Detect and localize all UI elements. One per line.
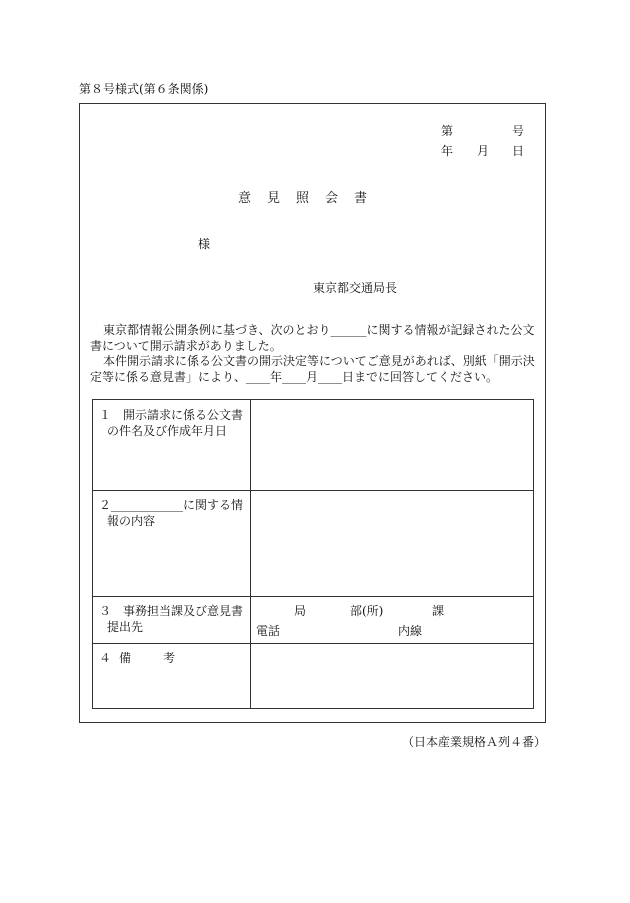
- date-day: 日: [512, 144, 525, 158]
- row2-label-line2: 報の内容: [107, 514, 156, 528]
- row4-label-char-b: 考: [163, 651, 176, 665]
- row3-department: 部(所): [350, 604, 384, 618]
- row3-label-line1: ３ 事務担当課及び意見書: [99, 604, 244, 618]
- row-divider: [93, 643, 533, 644]
- row-divider: [93, 596, 533, 597]
- title-char: 見: [267, 191, 281, 206]
- row1-label-line1: １ 開示請求に係る公文書: [99, 408, 244, 422]
- row4-label-number: ４: [99, 651, 112, 665]
- column-divider: [250, 400, 251, 708]
- row3-phone: 電話: [256, 624, 281, 638]
- row1-value-cell[interactable]: [253, 404, 531, 486]
- body-line-2: 書について開示請求がありました。: [90, 339, 282, 353]
- body-line-1: 東京都情報公開条例に基づき、次のとおり______に関する情報が記録された公文: [103, 323, 535, 337]
- inquiry-table: [92, 399, 534, 709]
- row2-label-line1: ２____________に関する情: [99, 498, 244, 512]
- body-line-3: 本件開示請求に係る公文書の開示決定等についてご意見があれば、別紙「開示決: [103, 354, 535, 368]
- paper-size-note: （日本産業規格Ａ列４番）: [401, 735, 546, 749]
- date-year: 年: [441, 144, 454, 158]
- row4-value-cell[interactable]: [253, 647, 531, 705]
- row2-value-cell[interactable]: [253, 494, 531, 592]
- row-divider: [93, 490, 533, 491]
- document-title: [238, 187, 383, 206]
- doc-number-prefix: 第: [441, 124, 454, 138]
- doc-number-suffix: 号: [512, 124, 525, 138]
- title-char: 書: [354, 191, 368, 206]
- row3-section: 課: [432, 604, 445, 618]
- row3-label-line2: 提出先: [107, 620, 144, 634]
- row1-label-line2: の件名及び作成年月日: [107, 424, 228, 438]
- form-number-title: 第８号様式(第６条関係): [79, 82, 209, 96]
- sender-name: 東京都交通局長: [313, 281, 398, 295]
- addressee-sama: 様: [198, 237, 211, 251]
- body-line-4: 定等に係る意見書」により、____年____月____日までに回答してください。: [90, 370, 499, 384]
- row3-extension: 内線: [398, 624, 423, 638]
- title-char: 意: [238, 191, 252, 206]
- row4-label-char-a: 備: [119, 651, 132, 665]
- title-char: 照: [296, 191, 310, 206]
- title-char: 会: [325, 191, 339, 206]
- date-month: 月: [477, 144, 490, 158]
- row3-bureau: 局: [294, 604, 307, 618]
